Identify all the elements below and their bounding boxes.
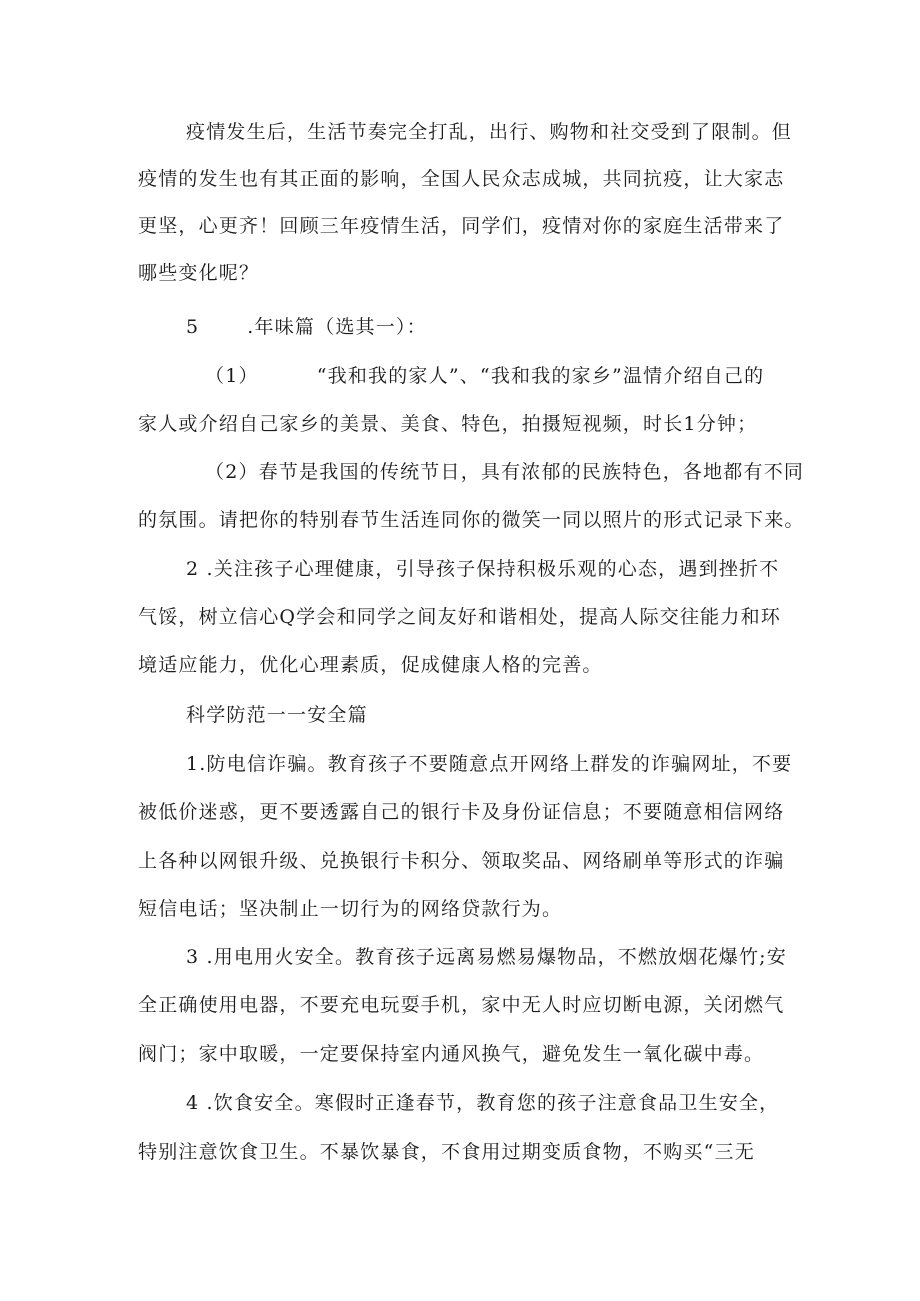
paragraph-line: 的氛围。请把你的特别春节生活连同你的微笑一同以照片的形式记录下来。 [138,509,805,531]
paragraph-line [205,364,764,388]
section-title: .年味篇（选其一）： [247,316,427,338]
paragraph-line: 被低价迷惑，更不要透露自己的银行卡及身份证信息；不要随意相信网络 [138,801,785,823]
section-number: 5 [186,316,200,338]
paragraph-line: 上各种以网银升级、兑换银行卡积分、领取奖品、网络刷单等形式的诈骗 [138,850,785,872]
item-number: （1） [205,365,259,387]
paragraph-line: 2 .关注孩子心理健康，引导孩子保持积极乐观的心态，遇到挫折不 [186,558,780,580]
paragraph-line: 1.防电信诈骗。教育孩子不要随意点开网络上群发的诈骗网址，不要 [186,753,793,775]
paragraph-line: 阀门；家中取暖，一定要保持室内通风换气，避免发生一氧化碳中毒。 [138,1043,765,1065]
paragraph-line: 疫情的发生也有其正面的影响，全国人民众志成城，共同抗疫，让大家志 [138,168,785,190]
paragraph-line: 家人或介绍自己家乡的美景、美食、特色，拍摄短视频，时长1分钟； [138,413,758,435]
paragraph-line: 更坚，心更齐！回顾三年疫情生活，同学们，疫情对你的家庭生活带来了 [138,215,785,237]
paragraph-line: 气馁，树立信心Q学会和同学之间友好和谐相处，提高人际交往能力和环 [138,606,781,628]
paragraph-line: 3 .用电用火安全。教育孩子远离易燃易爆物品，不燃放烟花爆竹;安 [186,946,787,968]
paragraph-line: 哪些变化呢？ [138,262,260,284]
item-text: “我和我的家人”、“我和我的家乡”温情介绍自己的 [316,365,765,387]
paragraph-line: 短信电话；坚决制止一切行为的网络贷款行为。 [138,898,563,920]
paragraph-line: 全正确使用电器，不要充电玩耍手机，家中无人时应切断电源，关闭燃气 [138,994,785,1016]
section-heading: 科学防范一一安全篇 [186,704,368,726]
paragraph-line: 4 .饮食安全。寒假时正逢春节，教育您的孩子注意食品卫生安全， [186,1092,780,1114]
paragraph-line: （2）春节是我国的传统节日，具有浓郁的民族特色，各地都有不同 [205,461,805,483]
paragraph-line: 境适应能力，优化心理素质，促成健康人格的完善。 [138,654,603,676]
paragraph-line: 特别注意饮食卫生。不暴饮暴食，不食用过期变质食物，不购买“三无 [138,1141,755,1163]
section-heading [186,315,427,339]
paragraph-line: 疫情发生后，生活节奏完全打乱，出行、购物和社交受到了限制。但 [186,121,793,143]
